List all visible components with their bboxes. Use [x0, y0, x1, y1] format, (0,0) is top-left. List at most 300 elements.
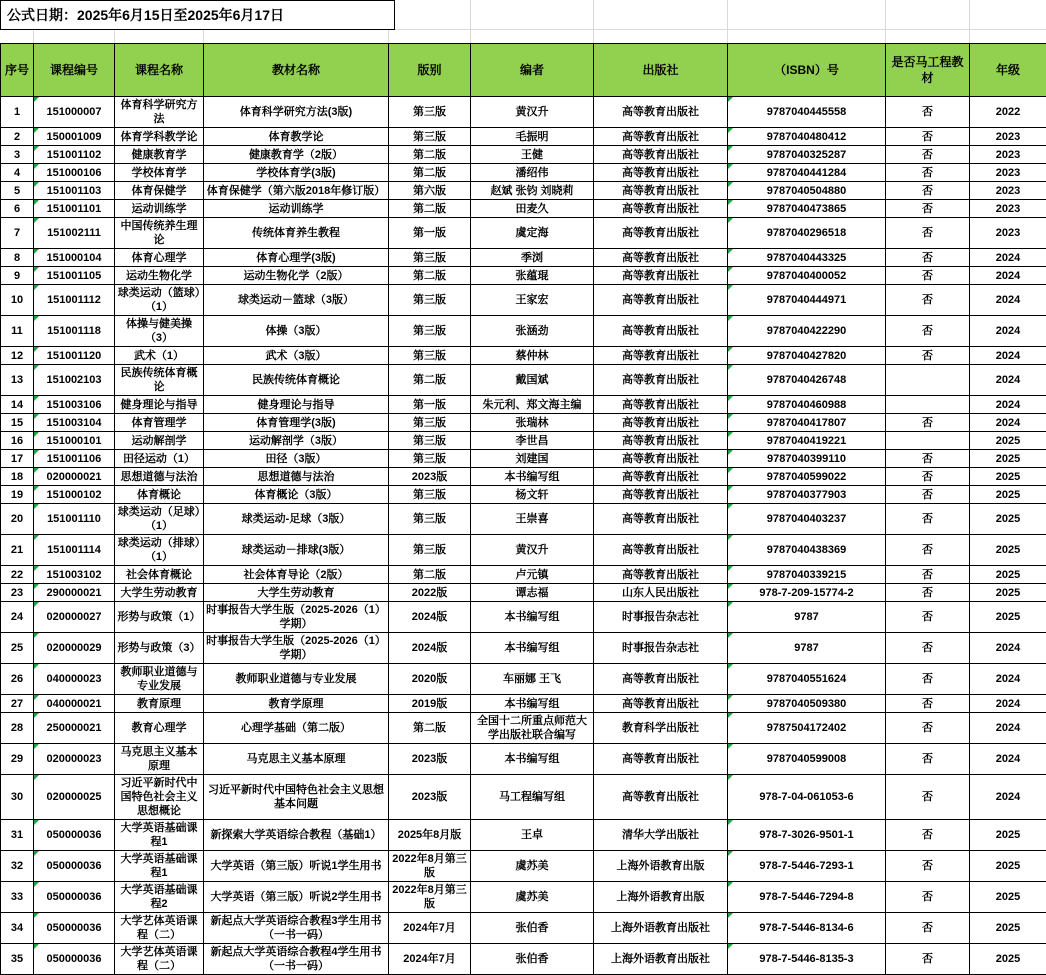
cell-course-code[interactable]: 020000029 — [34, 633, 115, 664]
cell-isbn[interactable]: 9787040441284 — [728, 164, 886, 182]
cell-textbook-name[interactable]: 大学英语（第三版）听说2学生用书 — [204, 882, 389, 913]
cell-ma-project-flag[interactable]: 否 — [886, 249, 970, 267]
cell-index[interactable]: 2 — [1, 128, 34, 146]
cell-index[interactable]: 27 — [1, 695, 34, 713]
cell-textbook-name[interactable]: 学校体育学(3版) — [204, 164, 389, 182]
cell-textbook-name[interactable]: 马克思主义基本原理 — [204, 744, 389, 775]
cell-edition[interactable]: 第二版 — [389, 713, 471, 744]
cell-course-code[interactable]: 151000102 — [34, 486, 115, 504]
cell-textbook-name[interactable]: 体育心理学(3版) — [204, 249, 389, 267]
cell-publisher[interactable]: 上海外语教育出版社 — [594, 913, 728, 944]
cell-isbn[interactable]: 9787 — [728, 633, 886, 664]
cell-author[interactable]: 刘建国 — [471, 450, 594, 468]
cell-ma-project-flag[interactable]: 否 — [886, 218, 970, 249]
cell-edition[interactable]: 2022年8月第三版 — [389, 851, 471, 882]
cell-publisher[interactable]: 高等教育出版社 — [594, 164, 728, 182]
cell-publisher[interactable]: 上海外语教育出版 — [594, 882, 728, 913]
cell-isbn[interactable]: 9787040399110 — [728, 450, 886, 468]
cell-author[interactable]: 蔡仲林 — [471, 347, 594, 365]
cell-isbn[interactable]: 9787040599008 — [728, 744, 886, 775]
cell-ma-project-flag[interactable]: 否 — [886, 584, 970, 602]
cell-grade[interactable]: 2024 — [970, 775, 1046, 820]
cell-course-code[interactable]: 290000021 — [34, 584, 115, 602]
cell-grade[interactable]: 2025 — [970, 486, 1046, 504]
cell-grade[interactable]: 2024 — [970, 267, 1046, 285]
cell-ma-project-flag[interactable]: 否 — [886, 146, 970, 164]
cell-grade[interactable]: 2025 — [970, 913, 1046, 944]
cell-course-code[interactable]: 151003106 — [34, 396, 115, 414]
cell-author[interactable]: 潘绍伟 — [471, 164, 594, 182]
cell-publisher[interactable]: 高等教育出版社 — [594, 664, 728, 695]
cell-edition[interactable]: 2024年7月 — [389, 913, 471, 944]
cell-course-code[interactable]: 151002103 — [34, 365, 115, 396]
cell-textbook-name[interactable]: 体育管理学(3版) — [204, 414, 389, 432]
cell-grade[interactable]: 2022 — [970, 97, 1046, 128]
cell-edition[interactable]: 第二版 — [389, 146, 471, 164]
cell-course-name[interactable]: 武术（1） — [115, 347, 204, 365]
cell-course-name[interactable]: 形势与政策（1） — [115, 602, 204, 633]
cell-isbn[interactable]: 9787040417807 — [728, 414, 886, 432]
cell-publisher[interactable]: 山东人民出版社 — [594, 584, 728, 602]
cell-course-code[interactable]: 151003102 — [34, 566, 115, 584]
cell-course-code[interactable]: 151000106 — [34, 164, 115, 182]
cell-course-name[interactable]: 教育心理学 — [115, 713, 204, 744]
cell-edition[interactable]: 2022年8月第三版 — [389, 882, 471, 913]
cell-course-name[interactable]: 思想道德与法治 — [115, 468, 204, 486]
cell-textbook-name[interactable]: 体育概论（3版） — [204, 486, 389, 504]
cell-edition[interactable]: 第三版 — [389, 285, 471, 316]
cell-publisher[interactable]: 高等教育出版社 — [594, 535, 728, 566]
cell-grade[interactable]: 2023 — [970, 146, 1046, 164]
cell-course-name[interactable]: 球类运动（足球）（1） — [115, 504, 204, 535]
cell-isbn[interactable]: 9787040438369 — [728, 535, 886, 566]
cell-author[interactable]: 毛振明 — [471, 128, 594, 146]
cell-textbook-name[interactable]: 田径（3版） — [204, 450, 389, 468]
cell-grade[interactable]: 2023 — [970, 200, 1046, 218]
cell-index[interactable]: 6 — [1, 200, 34, 218]
cell-index[interactable]: 12 — [1, 347, 34, 365]
cell-edition[interactable]: 第三版 — [389, 450, 471, 468]
cell-course-name[interactable]: 大学英语基础课程2 — [115, 882, 204, 913]
cell-publisher[interactable]: 高等教育出版社 — [594, 566, 728, 584]
cell-ma-project-flag[interactable]: 否 — [886, 882, 970, 913]
cell-grade[interactable]: 2023 — [970, 182, 1046, 200]
cell-grade[interactable]: 2025 — [970, 944, 1046, 975]
cell-grade[interactable]: 2023 — [970, 164, 1046, 182]
cell-publisher[interactable]: 高等教育出版社 — [594, 486, 728, 504]
cell-course-name[interactable]: 民族传统体育概论 — [115, 365, 204, 396]
cell-isbn[interactable]: 978-7-5446-7293-1 — [728, 851, 886, 882]
cell-course-code[interactable]: 020000023 — [34, 744, 115, 775]
cell-index[interactable]: 9 — [1, 267, 34, 285]
cell-ma-project-flag[interactable]: 否 — [886, 504, 970, 535]
cell-isbn[interactable]: 9787040422290 — [728, 316, 886, 347]
cell-index[interactable]: 16 — [1, 432, 34, 450]
cell-course-code[interactable]: 050000036 — [34, 851, 115, 882]
cell-edition[interactable]: 第二版 — [389, 566, 471, 584]
cell-author[interactable]: 王健 — [471, 146, 594, 164]
cell-author[interactable]: 虞定海 — [471, 218, 594, 249]
cell-publisher[interactable]: 高等教育出版社 — [594, 128, 728, 146]
cell-publisher[interactable]: 上海外语教育出版 — [594, 851, 728, 882]
column-header-index[interactable]: 序号 — [1, 44, 34, 97]
cell-course-name[interactable]: 中国传统养生理论 — [115, 218, 204, 249]
cell-textbook-name[interactable]: 新起点大学英语综合教程4学生用书（一书一码） — [204, 944, 389, 975]
cell-publisher[interactable]: 高等教育出版社 — [594, 200, 728, 218]
cell-edition[interactable]: 第三版 — [389, 249, 471, 267]
cell-textbook-name[interactable]: 思想道德与法治 — [204, 468, 389, 486]
cell-index[interactable]: 3 — [1, 146, 34, 164]
cell-course-name[interactable]: 形势与政策（3） — [115, 633, 204, 664]
cell-course-name[interactable]: 体育管理学 — [115, 414, 204, 432]
column-header-course-code[interactable]: 课程编号 — [34, 44, 115, 97]
cell-isbn[interactable]: 9787040444971 — [728, 285, 886, 316]
column-header-textbook-name[interactable]: 教材名称 — [204, 44, 389, 97]
cell-publisher[interactable]: 高等教育出版社 — [594, 97, 728, 128]
cell-course-name[interactable]: 大学艺体英语课程（二） — [115, 944, 204, 975]
column-header-ma-project-flag[interactable]: 是否马工程教材 — [886, 44, 970, 97]
cell-isbn[interactable]: 9787040443325 — [728, 249, 886, 267]
cell-edition[interactable]: 第一版 — [389, 218, 471, 249]
cell-index[interactable]: 1 — [1, 97, 34, 128]
cell-edition[interactable]: 第二版 — [389, 365, 471, 396]
cell-edition[interactable]: 2024版 — [389, 633, 471, 664]
cell-index[interactable]: 29 — [1, 744, 34, 775]
cell-course-code[interactable]: 151001114 — [34, 535, 115, 566]
cell-author[interactable]: 本书编写组 — [471, 468, 594, 486]
cell-edition[interactable]: 第三版 — [389, 432, 471, 450]
cell-index[interactable]: 23 — [1, 584, 34, 602]
cell-grade[interactable]: 2024 — [970, 664, 1046, 695]
cell-publisher[interactable]: 高等教育出版社 — [594, 504, 728, 535]
cell-edition[interactable]: 第三版 — [389, 128, 471, 146]
cell-grade[interactable]: 2024 — [970, 365, 1046, 396]
cell-grade[interactable]: 2024 — [970, 316, 1046, 347]
cell-ma-project-flag[interactable]: 否 — [886, 820, 970, 851]
cell-ma-project-flag[interactable]: 否 — [886, 285, 970, 316]
cell-publisher[interactable]: 高等教育出版社 — [594, 267, 728, 285]
cell-ma-project-flag[interactable]: 否 — [886, 664, 970, 695]
cell-ma-project-flag[interactable]: 否 — [886, 97, 970, 128]
cell-author[interactable]: 季浏 — [471, 249, 594, 267]
cell-author[interactable]: 马工程编写组 — [471, 775, 594, 820]
cell-ma-project-flag[interactable]: 否 — [886, 450, 970, 468]
cell-course-name[interactable]: 健康教育学 — [115, 146, 204, 164]
cell-textbook-name[interactable]: 运动解剖学（3版） — [204, 432, 389, 450]
cell-index[interactable]: 8 — [1, 249, 34, 267]
cell-ma-project-flag[interactable]: 否 — [886, 347, 970, 365]
cell-course-name[interactable]: 大学英语基础课程1 — [115, 851, 204, 882]
cell-ma-project-flag[interactable]: 否 — [886, 535, 970, 566]
cell-textbook-name[interactable]: 体育教学论 — [204, 128, 389, 146]
cell-author[interactable]: 王家宏 — [471, 285, 594, 316]
cell-edition[interactable]: 第二版 — [389, 164, 471, 182]
cell-edition[interactable]: 第二版 — [389, 267, 471, 285]
cell-index[interactable]: 20 — [1, 504, 34, 535]
cell-grade[interactable]: 2025 — [970, 882, 1046, 913]
cell-textbook-name[interactable]: 运动训练学 — [204, 200, 389, 218]
cell-course-code[interactable]: 151000101 — [34, 432, 115, 450]
cell-edition[interactable]: 2023版 — [389, 744, 471, 775]
cell-course-name[interactable]: 球类运动（篮球）（1） — [115, 285, 204, 316]
cell-textbook-name[interactable]: 民族传统体育概论 — [204, 365, 389, 396]
cell-course-name[interactable]: 体育保健学 — [115, 182, 204, 200]
cell-publisher[interactable]: 高等教育出版社 — [594, 182, 728, 200]
cell-course-code[interactable]: 151001112 — [34, 285, 115, 316]
cell-publisher[interactable]: 上海外语教育出版社 — [594, 944, 728, 975]
cell-grade[interactable]: 2024 — [970, 249, 1046, 267]
cell-index[interactable]: 14 — [1, 396, 34, 414]
cell-grade[interactable]: 2023 — [970, 128, 1046, 146]
cell-publisher[interactable]: 高等教育出版社 — [594, 285, 728, 316]
cell-index[interactable]: 10 — [1, 285, 34, 316]
cell-edition[interactable]: 第三版 — [389, 504, 471, 535]
cell-author[interactable]: 虞苏美 — [471, 882, 594, 913]
cell-grade[interactable]: 2025 — [970, 584, 1046, 602]
cell-course-code[interactable]: 150001009 — [34, 128, 115, 146]
cell-edition[interactable]: 2023版 — [389, 468, 471, 486]
cell-isbn[interactable]: 978-7-5446-7294-8 — [728, 882, 886, 913]
cell-grade[interactable]: 2025 — [970, 432, 1046, 450]
cell-course-code[interactable]: 151001101 — [34, 200, 115, 218]
cell-ma-project-flag[interactable] — [886, 396, 970, 414]
cell-textbook-name[interactable]: 体操（3版） — [204, 316, 389, 347]
cell-isbn[interactable]: 9787040339215 — [728, 566, 886, 584]
cell-grade[interactable]: 2024 — [970, 285, 1046, 316]
cell-author[interactable]: 本书编写组 — [471, 744, 594, 775]
cell-author[interactable]: 本书编写组 — [471, 633, 594, 664]
cell-course-name[interactable]: 体操与健美操（3） — [115, 316, 204, 347]
cell-author[interactable]: 张瑞林 — [471, 414, 594, 432]
column-header-isbn[interactable]: （ISBN）号 — [728, 44, 886, 97]
cell-publisher[interactable]: 高等教育出版社 — [594, 695, 728, 713]
cell-index[interactable]: 25 — [1, 633, 34, 664]
cell-index[interactable]: 19 — [1, 486, 34, 504]
cell-author[interactable]: 张蕴琨 — [471, 267, 594, 285]
cell-publisher[interactable]: 时事报告杂志社 — [594, 602, 728, 633]
cell-course-name[interactable]: 运动训练学 — [115, 200, 204, 218]
cell-index[interactable]: 34 — [1, 913, 34, 944]
cell-ma-project-flag[interactable]: 否 — [886, 695, 970, 713]
cell-index[interactable]: 13 — [1, 365, 34, 396]
cell-ma-project-flag[interactable]: 否 — [886, 200, 970, 218]
cell-edition[interactable]: 第六版 — [389, 182, 471, 200]
cell-isbn[interactable]: 9787040551624 — [728, 664, 886, 695]
cell-index[interactable]: 35 — [1, 944, 34, 975]
cell-isbn[interactable]: 9787040426748 — [728, 365, 886, 396]
cell-course-code[interactable]: 151003104 — [34, 414, 115, 432]
cell-publisher[interactable]: 清华大学出版社 — [594, 820, 728, 851]
cell-edition[interactable]: 2019版 — [389, 695, 471, 713]
cell-isbn[interactable]: 9787040400052 — [728, 267, 886, 285]
cell-ma-project-flag[interactable] — [886, 365, 970, 396]
cell-ma-project-flag[interactable]: 否 — [886, 944, 970, 975]
cell-textbook-name[interactable]: 武术（3版） — [204, 347, 389, 365]
cell-publisher[interactable]: 高等教育出版社 — [594, 249, 728, 267]
cell-ma-project-flag[interactable]: 否 — [886, 713, 970, 744]
cell-isbn[interactable]: 9787040460988 — [728, 396, 886, 414]
cell-author[interactable]: 朱元利、郑文海主编 — [471, 396, 594, 414]
cell-course-name[interactable]: 体育概论 — [115, 486, 204, 504]
cell-course-code[interactable]: 151001110 — [34, 504, 115, 535]
cell-grade[interactable]: 2025 — [970, 504, 1046, 535]
cell-grade[interactable]: 2023 — [970, 218, 1046, 249]
cell-ma-project-flag[interactable]: 否 — [886, 775, 970, 820]
cell-index[interactable]: 26 — [1, 664, 34, 695]
cell-course-code[interactable]: 050000036 — [34, 820, 115, 851]
cell-ma-project-flag[interactable]: 否 — [886, 744, 970, 775]
cell-edition[interactable]: 2023版 — [389, 775, 471, 820]
cell-grade[interactable]: 2024 — [970, 414, 1046, 432]
cell-textbook-name[interactable]: 教师职业道德与专业发展 — [204, 664, 389, 695]
cell-ma-project-flag[interactable]: 否 — [886, 633, 970, 664]
cell-course-name[interactable]: 学校体育学 — [115, 164, 204, 182]
cell-isbn[interactable]: 9787040427820 — [728, 347, 886, 365]
cell-isbn[interactable]: 9787040296518 — [728, 218, 886, 249]
cell-edition[interactable]: 第二版 — [389, 200, 471, 218]
cell-edition[interactable]: 第三版 — [389, 347, 471, 365]
cell-isbn[interactable]: 978-7-209-15774-2 — [728, 584, 886, 602]
cell-course-name[interactable]: 球类运动（排球）（1） — [115, 535, 204, 566]
cell-course-code[interactable]: 151001102 — [34, 146, 115, 164]
cell-edition[interactable]: 2024年7月 — [389, 944, 471, 975]
cell-isbn[interactable]: 9787040473865 — [728, 200, 886, 218]
cell-publisher[interactable]: 高等教育出版社 — [594, 396, 728, 414]
cell-author[interactable]: 虞苏美 — [471, 851, 594, 882]
cell-grade[interactable]: 2024 — [970, 695, 1046, 713]
cell-edition[interactable]: 2020版 — [389, 664, 471, 695]
cell-author[interactable]: 王崇喜 — [471, 504, 594, 535]
cell-author[interactable]: 全国十二所重点师范大学出版社联合编写 — [471, 713, 594, 744]
cell-publisher[interactable]: 高等教育出版社 — [594, 146, 728, 164]
cell-course-code[interactable]: 050000036 — [34, 913, 115, 944]
cell-course-name[interactable]: 马克思主义基本原理 — [115, 744, 204, 775]
cell-publisher[interactable]: 高等教育出版社 — [594, 744, 728, 775]
cell-course-code[interactable]: 151000007 — [34, 97, 115, 128]
cell-course-code[interactable]: 250000021 — [34, 713, 115, 744]
cell-author[interactable]: 李世昌 — [471, 432, 594, 450]
cell-index[interactable]: 7 — [1, 218, 34, 249]
cell-isbn[interactable]: 9787040509380 — [728, 695, 886, 713]
cell-edition[interactable]: 第一版 — [389, 396, 471, 414]
cell-textbook-name[interactable]: 习近平新时代中国特色社会主义思想基本问题 — [204, 775, 389, 820]
cell-textbook-name[interactable]: 新探索大学英语综合教程（基础1） — [204, 820, 389, 851]
cell-textbook-name[interactable]: 教育学原理 — [204, 695, 389, 713]
cell-grade[interactable]: 2024 — [970, 633, 1046, 664]
cell-index[interactable]: 33 — [1, 882, 34, 913]
cell-author[interactable]: 田麦久 — [471, 200, 594, 218]
cell-textbook-name[interactable]: 健康教育学（2版） — [204, 146, 389, 164]
cell-course-code[interactable]: 151001120 — [34, 347, 115, 365]
cell-author[interactable]: 赵斌 张钧 刘晓莉 — [471, 182, 594, 200]
cell-grade[interactable]: 2024 — [970, 744, 1046, 775]
cell-ma-project-flag[interactable]: 否 — [886, 851, 970, 882]
cell-author[interactable]: 本书编写组 — [471, 695, 594, 713]
cell-publisher[interactable]: 高等教育出版社 — [594, 365, 728, 396]
cell-isbn[interactable]: 978-7-04-061053-6 — [728, 775, 886, 820]
cell-grade[interactable]: 2025 — [970, 851, 1046, 882]
cell-author[interactable]: 戴国斌 — [471, 365, 594, 396]
cell-index[interactable]: 31 — [1, 820, 34, 851]
cell-publisher[interactable]: 高等教育出版社 — [594, 347, 728, 365]
cell-course-name[interactable]: 运动解剖学 — [115, 432, 204, 450]
cell-course-name[interactable]: 教育原理 — [115, 695, 204, 713]
cell-author[interactable]: 张伯香 — [471, 944, 594, 975]
cell-grade[interactable]: 2025 — [970, 566, 1046, 584]
cell-course-name[interactable]: 习近平新时代中国特色社会主义思想概论 — [115, 775, 204, 820]
cell-course-name[interactable]: 大学艺体英语课程（二） — [115, 913, 204, 944]
cell-index[interactable]: 21 — [1, 535, 34, 566]
cell-isbn[interactable]: 9787040445558 — [728, 97, 886, 128]
cell-author[interactable]: 谭志福 — [471, 584, 594, 602]
cell-textbook-name[interactable]: 大学生劳动教育 — [204, 584, 389, 602]
cell-publisher[interactable]: 高等教育出版社 — [594, 468, 728, 486]
cell-ma-project-flag[interactable]: 否 — [886, 267, 970, 285]
cell-index[interactable]: 17 — [1, 450, 34, 468]
cell-author[interactable]: 本书编写组 — [471, 602, 594, 633]
cell-isbn[interactable]: 9787040419221 — [728, 432, 886, 450]
cell-grade[interactable]: 2024 — [970, 347, 1046, 365]
cell-course-code[interactable]: 151001118 — [34, 316, 115, 347]
cell-grade[interactable]: 2024 — [970, 713, 1046, 744]
cell-ma-project-flag[interactable]: 否 — [886, 486, 970, 504]
cell-course-code[interactable]: 151000104 — [34, 249, 115, 267]
cell-course-code[interactable]: 040000021 — [34, 695, 115, 713]
cell-isbn[interactable]: 9787040480412 — [728, 128, 886, 146]
cell-course-code[interactable]: 151001106 — [34, 450, 115, 468]
column-header-publisher[interactable]: 出版社 — [594, 44, 728, 97]
cell-isbn[interactable]: 9787040325287 — [728, 146, 886, 164]
cell-isbn[interactable]: 9787040504880 — [728, 182, 886, 200]
cell-course-name[interactable]: 健身理论与指导 — [115, 396, 204, 414]
cell-textbook-name[interactable]: 球类运动－篮球（3版） — [204, 285, 389, 316]
cell-index[interactable]: 18 — [1, 468, 34, 486]
column-header-course-name[interactable]: 课程名称 — [115, 44, 204, 97]
cell-publisher[interactable]: 高等教育出版社 — [594, 775, 728, 820]
cell-course-code[interactable]: 020000027 — [34, 602, 115, 633]
cell-textbook-name[interactable]: 社会体育导论（2版） — [204, 566, 389, 584]
cell-course-name[interactable]: 大学生劳动教育 — [115, 584, 204, 602]
cell-publisher[interactable]: 教育科学出版社 — [594, 713, 728, 744]
cell-publisher[interactable]: 高等教育出版社 — [594, 450, 728, 468]
cell-isbn[interactable]: 978-7-5446-8135-3 — [728, 944, 886, 975]
cell-isbn[interactable]: 978-7-5446-8134-6 — [728, 913, 886, 944]
cell-course-name[interactable]: 教师职业道德与专业发展 — [115, 664, 204, 695]
cell-textbook-name[interactable]: 新起点大学英语综合教程3学生用书（一书一码） — [204, 913, 389, 944]
cell-textbook-name[interactable]: 运动生物化学（2版） — [204, 267, 389, 285]
cell-index[interactable]: 5 — [1, 182, 34, 200]
cell-index[interactable]: 11 — [1, 316, 34, 347]
cell-course-code[interactable]: 151001103 — [34, 182, 115, 200]
cell-publisher[interactable]: 高等教育出版社 — [594, 432, 728, 450]
cell-author[interactable]: 张涵劲 — [471, 316, 594, 347]
cell-course-code[interactable]: 050000036 — [34, 944, 115, 975]
cell-edition[interactable]: 第三版 — [389, 486, 471, 504]
column-header-author[interactable]: 编者 — [471, 44, 594, 97]
cell-isbn[interactable]: 9787040403237 — [728, 504, 886, 535]
cell-index[interactable]: 15 — [1, 414, 34, 432]
cell-textbook-name[interactable]: 大学英语（第三版）听说1学生用书 — [204, 851, 389, 882]
cell-course-name[interactable]: 社会体育概论 — [115, 566, 204, 584]
cell-textbook-name[interactable]: 体育保健学（第六版2018年修订版） — [204, 182, 389, 200]
cell-index[interactable]: 22 — [1, 566, 34, 584]
cell-publisher[interactable]: 时事报告杂志社 — [594, 633, 728, 664]
cell-edition[interactable]: 第三版 — [389, 535, 471, 566]
cell-grade[interactable]: 2025 — [970, 535, 1046, 566]
cell-course-name[interactable]: 体育学科教学论 — [115, 128, 204, 146]
cell-author[interactable]: 杨文轩 — [471, 486, 594, 504]
cell-course-code[interactable]: 040000023 — [34, 664, 115, 695]
